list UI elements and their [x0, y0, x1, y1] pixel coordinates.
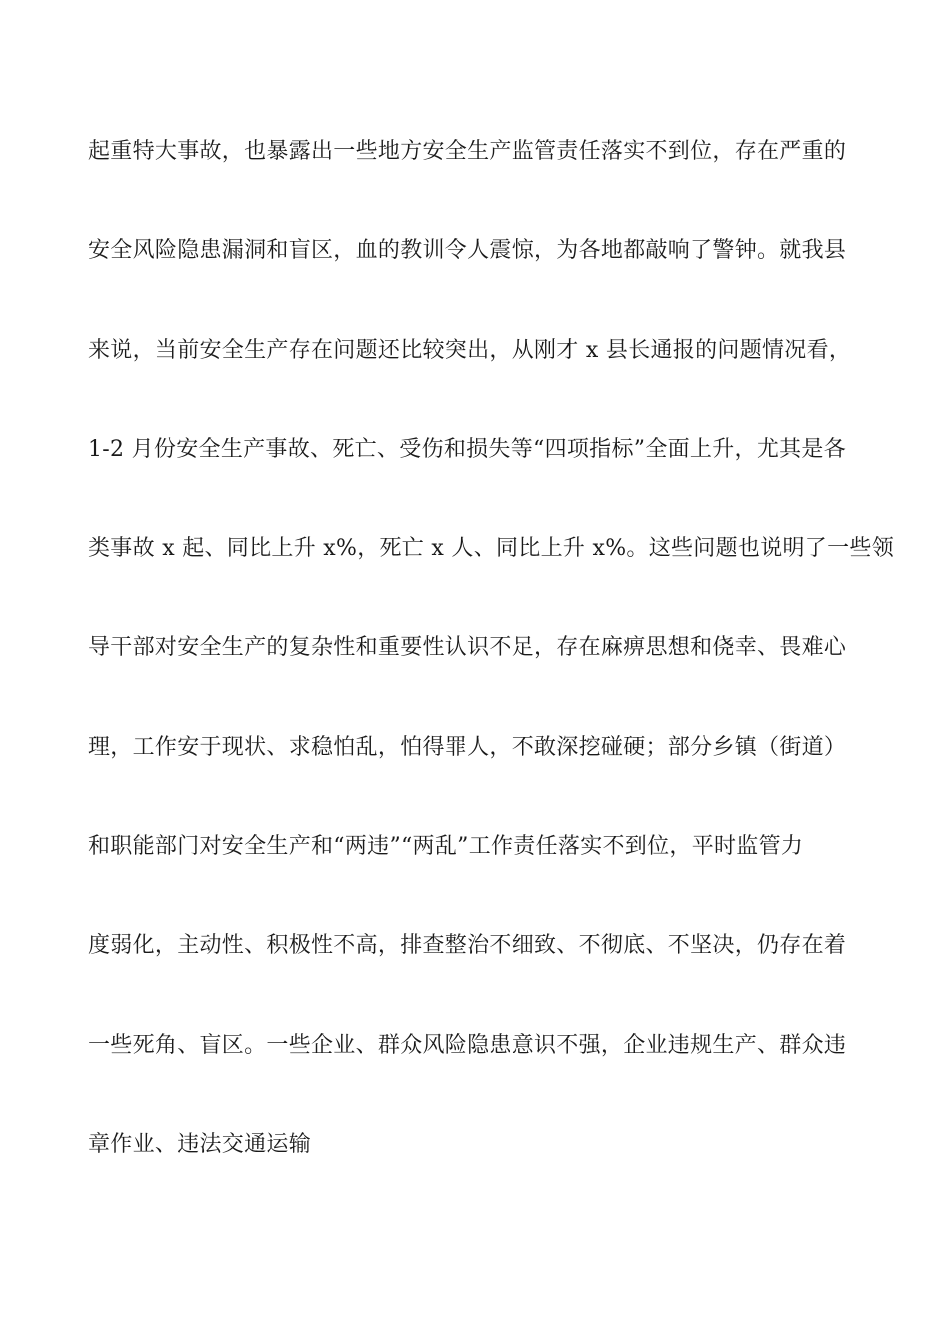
text-line: 类事故 x 起、同比上升 x%，死亡 x 人、同比上升 x%。这些问题也说明了一些领 [88, 536, 894, 562]
text-line: 来说，当前安全生产存在问题还比较突出，从刚才 x 县长通报的问题情况看， [88, 337, 852, 363]
text-line: 导干部对安全生产的复杂性和重要性认识不足，存在麻痹思想和侥幸、畏难心 [88, 635, 847, 661]
text-line: 理，工作安于现状、求稳怕乱，怕得罪人，不敢深挖碰硬；部分乡镇（街道） [88, 734, 847, 760]
text-line: 起重特大事故，也暴露出一些地方安全生产监管责任落实不到位，存在严重的 [88, 139, 847, 164]
text-line: 章作业、违法交通运输 [88, 1131, 312, 1157]
text-line: 安全风险隐患漏洞和盲区，血的教训令人震惊，为各地都敲响了警钟。就我县 [88, 238, 847, 264]
text-line: 和职能部门对安全生产和“两违”“两乱”工作责任落实不到位，平时监管力 [88, 834, 804, 860]
body-text [88, 130, 894, 1222]
text-line: 一些死角、盲区。一些企业、群众风险隐患意识不强，企业违规生产、群众违 [88, 1032, 847, 1058]
text-line: 度弱化，主动性、积极性不高，排查整治不细致、不彻底、不坚决，仍存在着 [88, 933, 847, 959]
text-line: 1-2 月份安全生产事故、死亡、受伤和损失等“四项指标”全面上升，尤其是各 [88, 436, 847, 462]
